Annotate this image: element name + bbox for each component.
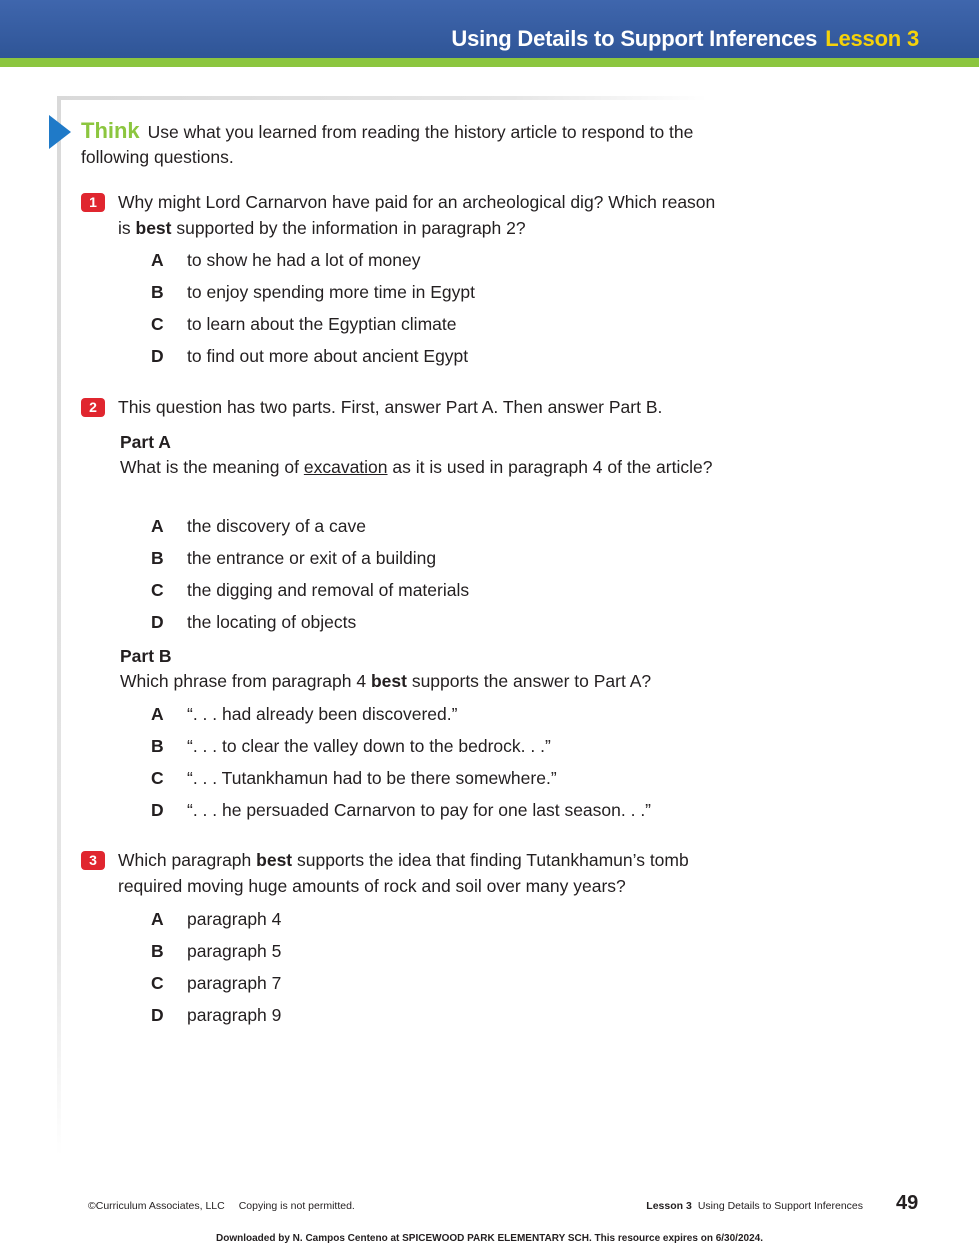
question-3-stem-bold: best: [256, 850, 293, 870]
footer-copy-note: Copying is not permitted.: [238, 1200, 355, 1212]
option-text: the locating of objects: [187, 612, 357, 632]
option-letter: D: [151, 1005, 164, 1025]
question-1-option-b[interactable]: [151, 280, 475, 304]
question-2a-option-a[interactable]: [151, 514, 366, 538]
option-letter: A: [151, 516, 164, 536]
intro-instructions: Use what you learned from reading the history article to respond to the following questions.: [81, 122, 694, 167]
question-2a-option-d[interactable]: [151, 610, 356, 634]
header-title: [451, 26, 919, 52]
option-text: paragraph 7: [187, 973, 282, 993]
option-text: to learn about the Egyptian climate: [187, 314, 457, 334]
option-text: the discovery of a cave: [187, 516, 366, 536]
option-text: the entrance or exit of a building: [187, 548, 437, 568]
question-1-option-c[interactable]: [151, 312, 456, 336]
option-letter: A: [151, 250, 164, 270]
part-b-label: Part B: [120, 646, 172, 666]
question-1-option-a[interactable]: [151, 248, 420, 272]
option-text: “. . . had already been discovered.”: [187, 704, 458, 724]
part-b-prompt: [120, 668, 720, 694]
footer-copyright: [88, 1200, 355, 1212]
question-number-1: 1: [81, 193, 105, 212]
page-number: 49: [896, 1192, 919, 1214]
option-text: to find out more about ancient Egypt: [187, 346, 469, 366]
question-2a-option-b[interactable]: [151, 546, 436, 570]
header-title-text: Using Details to Support Inferences: [451, 26, 818, 51]
question-1-stem: [118, 189, 718, 241]
question-2b-option-b[interactable]: [151, 734, 551, 758]
question-2-stem: This question has two parts. First, answer Part A. Then answer Part B.: [118, 397, 663, 417]
part-a-prompt: [120, 454, 720, 480]
question-2b-option-a[interactable]: [151, 702, 457, 726]
option-letter: C: [151, 768, 164, 788]
option-text: paragraph 5: [187, 941, 282, 961]
option-letter: A: [151, 909, 164, 929]
footer-copyright-text: ©Curriculum Associates, LLC: [88, 1200, 225, 1212]
part-a-text-end: as it is used in paragraph 4 of the article?: [387, 457, 713, 477]
footer-lesson-title: Using Details to Support Inferences: [697, 1200, 863, 1212]
question-2b-option-c[interactable]: [151, 766, 557, 790]
option-letter: B: [151, 282, 164, 302]
option-letter: C: [151, 973, 164, 993]
option-letter: B: [151, 548, 164, 568]
option-text: the digging and removal of materials: [187, 580, 470, 600]
question-1-stem-start: Why might Lord Carnarvon have paid for an archeological dig? Which reason is: [118, 192, 716, 238]
part-b-bold: best: [370, 671, 407, 691]
panel-top-border: [57, 96, 707, 100]
question-1-stem-bold: best: [135, 218, 172, 238]
part-a-text-start: What is the meaning of: [120, 457, 304, 477]
option-letter: C: [151, 580, 164, 600]
panel-left-border: [57, 96, 61, 1156]
question-2b-option-d[interactable]: [151, 798, 651, 822]
question-3-stem-start: Which paragraph: [118, 850, 257, 870]
footer-lesson-label: Lesson 3: [646, 1200, 692, 1212]
option-letter: D: [151, 612, 164, 632]
question-1-option-d[interactable]: [151, 344, 468, 368]
option-text: “. . . to clear the valley down to the bedrock. . .”: [187, 736, 551, 756]
option-text: paragraph 9: [187, 1005, 282, 1025]
question-3-option-a[interactable]: [151, 907, 281, 931]
part-b-text-end: supports the answer to Part A?: [406, 671, 652, 691]
option-text: paragraph 4: [187, 909, 282, 929]
intro-text: [81, 118, 721, 170]
header-lesson: Lesson 3: [825, 26, 919, 51]
option-letter: C: [151, 314, 164, 334]
footer-lesson: [646, 1200, 863, 1212]
part-a-label: Part A: [120, 432, 171, 452]
option-text: “. . . he persuaded Carnarvon to pay for one last season. . .”: [187, 800, 652, 820]
option-letter: B: [151, 736, 164, 756]
question-3-option-b[interactable]: [151, 939, 281, 963]
option-letter: B: [151, 941, 164, 961]
question-2a-option-c[interactable]: [151, 578, 469, 602]
think-label: Think: [81, 118, 140, 143]
question-3-stem-end: supports the idea that finding Tutankhamun’s tomb required moving huge amounts of rock and soil over many years?: [118, 850, 689, 896]
option-letter: A: [151, 704, 164, 724]
option-text: “. . . Tutankhamun had to be there somewhere.”: [187, 768, 557, 788]
question-number-3: 3: [81, 851, 105, 870]
question-number-2: 2: [81, 398, 105, 417]
option-text: to enjoy spending more time in Egypt: [187, 282, 475, 302]
part-a-vocab-word: excavation: [303, 457, 388, 477]
think-arrow-icon: [49, 115, 71, 149]
part-b-text-start: Which phrase from paragraph 4: [120, 671, 371, 691]
download-note: Downloaded by N. Campos Centeno at SPICEWOOD PARK ELEMENTARY SCH. This resource expires on 6/30/2024.: [216, 1233, 763, 1244]
option-letter: D: [151, 346, 164, 366]
header-accent-bar: [0, 58, 979, 67]
question-3-option-c[interactable]: [151, 971, 281, 995]
question-3-stem: [118, 847, 718, 899]
question-3-option-d[interactable]: [151, 1003, 281, 1027]
question-1-stem-end: supported by the information in paragraph 2?: [171, 218, 526, 238]
option-letter: D: [151, 800, 164, 820]
option-text: to show he had a lot of money: [187, 250, 421, 270]
